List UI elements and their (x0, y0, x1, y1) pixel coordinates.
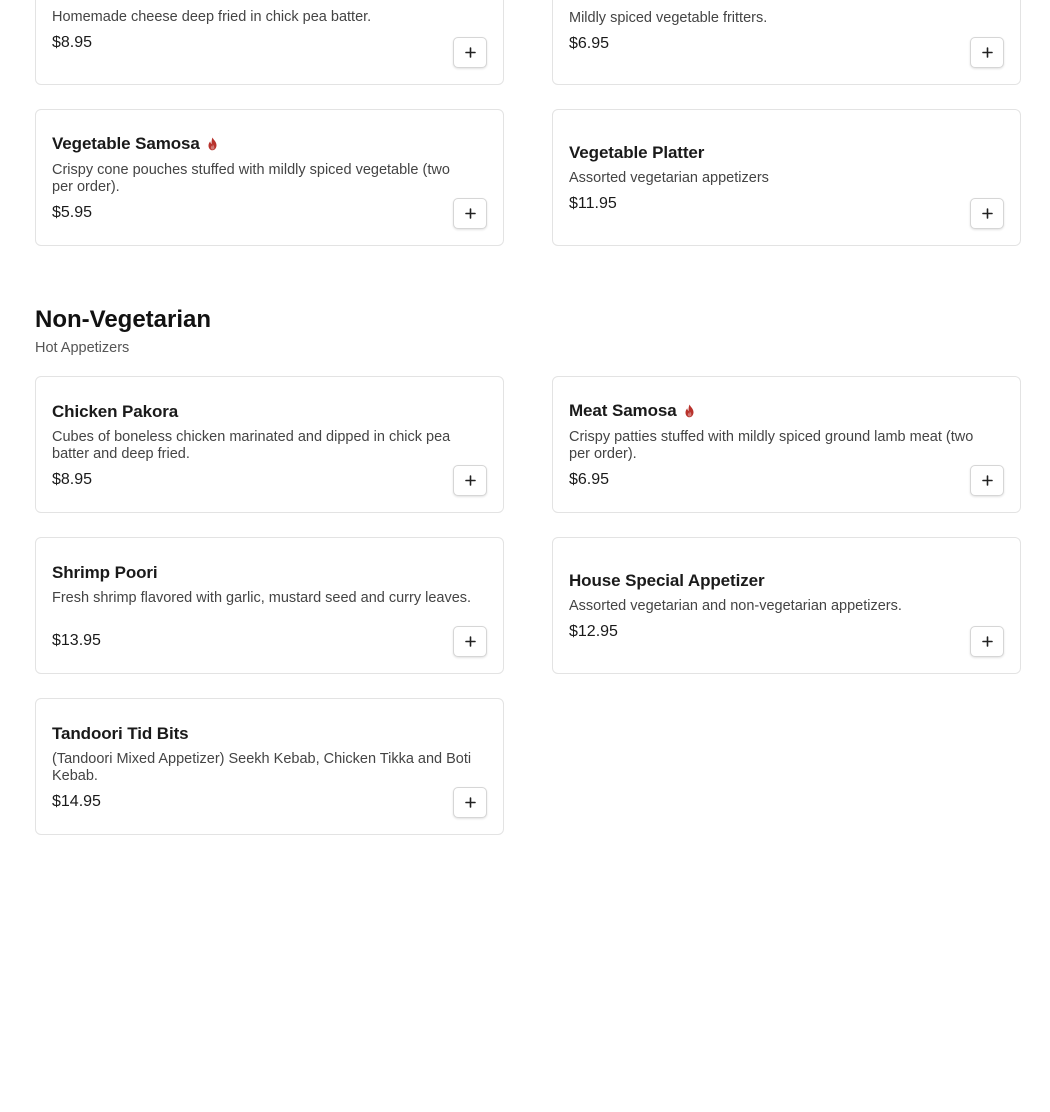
item-name: Vegetable Samosa (52, 134, 200, 153)
item-price: $5.95 (52, 204, 93, 221)
menu-item-card[interactable] (35, 0, 504, 85)
add-to-cart-button[interactable] (970, 626, 1004, 657)
item-price: $11.95 (569, 195, 617, 212)
item-price: $13.95 (52, 632, 101, 649)
menu-item-card[interactable] (552, 537, 1021, 674)
section-subtitle: Hot Appetizers (35, 340, 130, 356)
item-price: $12.95 (569, 623, 618, 640)
plus-icon (465, 475, 476, 486)
add-to-cart-button[interactable] (453, 787, 487, 818)
item-price: $6.95 (569, 35, 610, 52)
item-name: Vegetable Platter (569, 143, 705, 162)
menu-item-card[interactable] (35, 109, 504, 246)
item-description: Assorted vegetarian appetizers (569, 170, 769, 186)
item-price: $6.95 (569, 471, 610, 488)
plus-icon (982, 636, 993, 647)
menu-item-card[interactable] (35, 698, 504, 835)
item-name: Chicken Pakora (52, 402, 179, 421)
add-to-cart-button[interactable] (453, 37, 487, 68)
plus-icon (465, 47, 476, 58)
menu-item-card[interactable] (35, 537, 504, 674)
item-price: $8.95 (52, 471, 93, 488)
flame-icon (206, 137, 219, 151)
item-description: Cubes of boneless chicken marinated and dipped in chick pea batter and deep fried. (52, 429, 451, 462)
add-to-cart-button[interactable] (970, 37, 1004, 68)
flame-icon (683, 404, 696, 418)
item-name: Meat Samosa (569, 401, 677, 420)
menu-item-card[interactable] (35, 376, 504, 513)
item-price: $14.95 (52, 793, 101, 810)
item-description: Assorted vegetarian and non-vegetarian appetizers. (569, 598, 902, 614)
item-name: Shrimp Poori (52, 563, 158, 582)
plus-icon (465, 797, 476, 808)
add-to-cart-button[interactable] (453, 465, 487, 496)
plus-icon (982, 475, 993, 486)
item-price: $8.95 (52, 34, 93, 51)
add-to-cart-button[interactable] (453, 198, 487, 229)
item-description: Fresh shrimp flavored with garlic, mustard seed and curry leaves. (52, 590, 472, 606)
item-description: Crispy patties stuffed with mildly spiced ground lamb meat (two per order). (569, 429, 974, 462)
item-name: Tandoori Tid Bits (52, 724, 189, 743)
add-to-cart-button[interactable] (453, 626, 487, 657)
add-to-cart-button[interactable] (970, 198, 1004, 229)
item-description: Mildly spiced vegetable fritters. (569, 10, 768, 26)
item-description: Crispy cone pouches stuffed with mildly spiced vegetable (two per order). (52, 162, 450, 195)
plus-icon (465, 208, 476, 219)
plus-icon (465, 636, 476, 647)
item-description: (Tandoori Mixed Appetizer) Seekh Kebab, Chicken Tikka and Boti Kebab. (52, 751, 472, 784)
plus-icon (982, 47, 993, 58)
menu-item-card[interactable] (552, 376, 1021, 513)
plus-icon (982, 208, 993, 219)
item-description: Homemade cheese deep fried in chick pea batter. (52, 9, 372, 25)
menu-item-card[interactable] (552, 0, 1021, 85)
add-to-cart-button[interactable] (970, 465, 1004, 496)
item-name: House Special Appetizer (569, 571, 765, 590)
section-title: Non-Vegetarian (35, 306, 212, 333)
menu-item-card[interactable] (552, 109, 1021, 246)
